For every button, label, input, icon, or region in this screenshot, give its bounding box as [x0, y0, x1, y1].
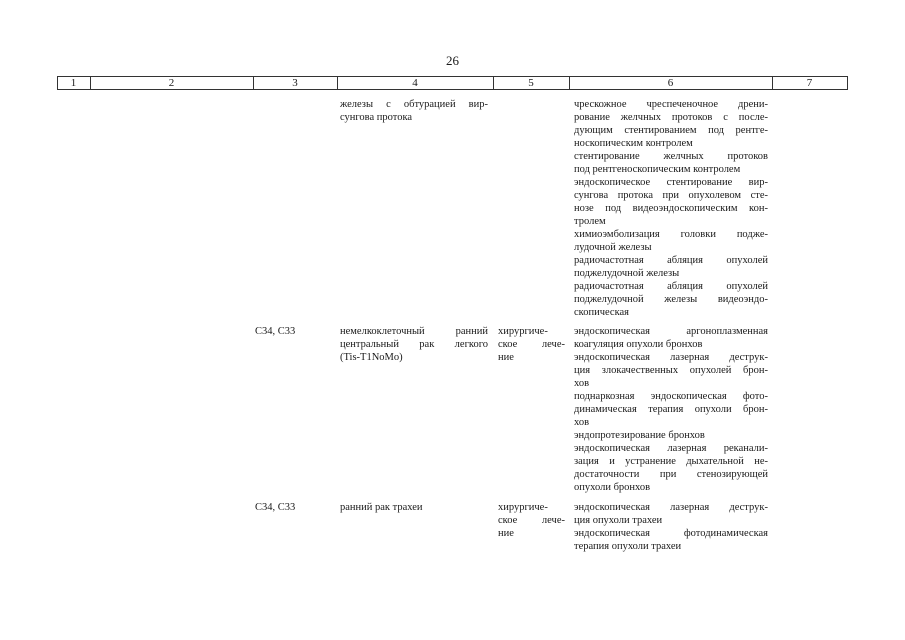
methods-cell-line: эндоскопическое стентирование вир-: [574, 177, 768, 188]
methods-cell-line: эндоскопическая аргоноплазменная: [574, 326, 768, 337]
methods-cell-line: опухоли бронхов: [574, 482, 651, 493]
header-cell-2: 2: [168, 77, 175, 89]
methods-cell-line: чрескожное чреспеченочное дрени-: [574, 99, 768, 110]
methods-cell-line: эндопротезирование бронхов: [574, 430, 705, 441]
methods-cell-line: химиоэмболизация головки подже-: [574, 229, 768, 240]
diagnosis-cell-line: немелкоклеточный ранний: [340, 326, 488, 337]
methods-cell-line: эндоскопическая лазерная реканали-: [574, 443, 768, 454]
methods-cell-line: зация и устранение дыхательной не-: [574, 456, 768, 467]
methods-cell-line: тролем: [574, 216, 606, 227]
methods-cell-line: радиочастотная абляция опухолей: [574, 255, 768, 266]
methods-cell-line: динамическая терапия опухоли брон-: [574, 404, 768, 415]
methods-cell-line: ция опухоли трахеи: [574, 515, 663, 526]
table-header-bottom-border: [57, 89, 848, 90]
methods-cell-line: стентирование желчных протоков: [574, 151, 768, 162]
icd-codes: C34, C33: [255, 502, 296, 513]
header-cell-3: 3: [292, 77, 298, 89]
methods-cell-line: дующим стентированием под рентге-: [574, 125, 768, 136]
methods-cell-line: хов: [574, 417, 590, 428]
methods-cell: [574, 501, 768, 553]
header-cell-7: 7: [806, 77, 813, 89]
methods-cell-line: под рентгеноскопическим контролем: [574, 164, 741, 175]
diagnosis-cell-line: железы с обтурацией вир-: [340, 99, 488, 110]
methods-cell-line: достаточности при стенозирующей: [574, 469, 768, 480]
methods-cell-line: эндоскопическая лазерная деструк-: [574, 502, 768, 513]
methods-cell-line: коагуляция опухоли бронхов: [574, 339, 703, 350]
diagnosis-cell-line: ранний рак трахеи: [340, 502, 423, 513]
methods-cell: [574, 325, 768, 494]
diagnosis-cell-line: сунгова протока: [340, 112, 413, 123]
methods-cell-line: поджелудочной железы видеоэндо-: [574, 294, 768, 305]
diagnosis-cell-line: (Tis-T1NoMo): [340, 352, 403, 363]
methods-cell-line: радиочастотная абляция опухолей: [574, 281, 768, 292]
header-cell-4: 4: [412, 77, 418, 89]
methods-cell-line: поджелудочной железы: [574, 268, 680, 279]
methods-cell-line: сунгова протока при опухолевом сте-: [574, 190, 768, 201]
methods-cell-line: скопическая: [574, 307, 630, 318]
treatment-type-cell-line: хирургиче-: [498, 502, 548, 513]
header-cell-5: 5: [528, 77, 534, 89]
diagnosis-cell: [340, 501, 488, 514]
methods-cell: [574, 98, 768, 319]
methods-cell-line: поднаркозная эндоскопическая фото-: [574, 391, 768, 402]
methods-cell-line: эндоскопическая лазерная деструк-: [574, 352, 768, 363]
methods-cell-line: эндоскопическая фотодинамическая: [574, 528, 768, 539]
diagnosis-cell: [340, 325, 488, 364]
treatment-type-cell: [498, 325, 565, 364]
page-number: 26: [446, 53, 459, 68]
treatment-type-cell-line: ние: [498, 352, 514, 363]
header-divider: [847, 76, 848, 90]
methods-cell-line: рование желчных протоков с после-: [574, 112, 768, 123]
treatment-type-cell: [498, 501, 565, 540]
treatment-type-cell-line: ское лече-: [498, 515, 565, 526]
treatment-type-cell-line: хирургиче-: [498, 326, 548, 337]
diagnosis-cell-line: центральный рак легкого: [340, 339, 488, 350]
header-cell-1: 1: [70, 77, 77, 89]
methods-cell-line: лудочной железы: [574, 242, 652, 253]
treatment-type-cell-line: ское лече-: [498, 339, 565, 350]
methods-cell-line: нозе под видеоэндоскопическим кон-: [574, 203, 768, 214]
treatment-type-cell-line: ние: [498, 528, 514, 539]
diagnosis-cell: [340, 98, 488, 124]
methods-cell-line: хов: [574, 378, 590, 389]
methods-cell-line: носкопическим контролем: [574, 138, 693, 149]
methods-cell-line: терапия опухоли трахеи: [574, 541, 682, 552]
header-cell-6: 6: [667, 77, 674, 89]
icd-codes: C34, C33: [255, 326, 296, 337]
methods-cell-line: ция злокачественных опухолей брон-: [574, 365, 768, 376]
